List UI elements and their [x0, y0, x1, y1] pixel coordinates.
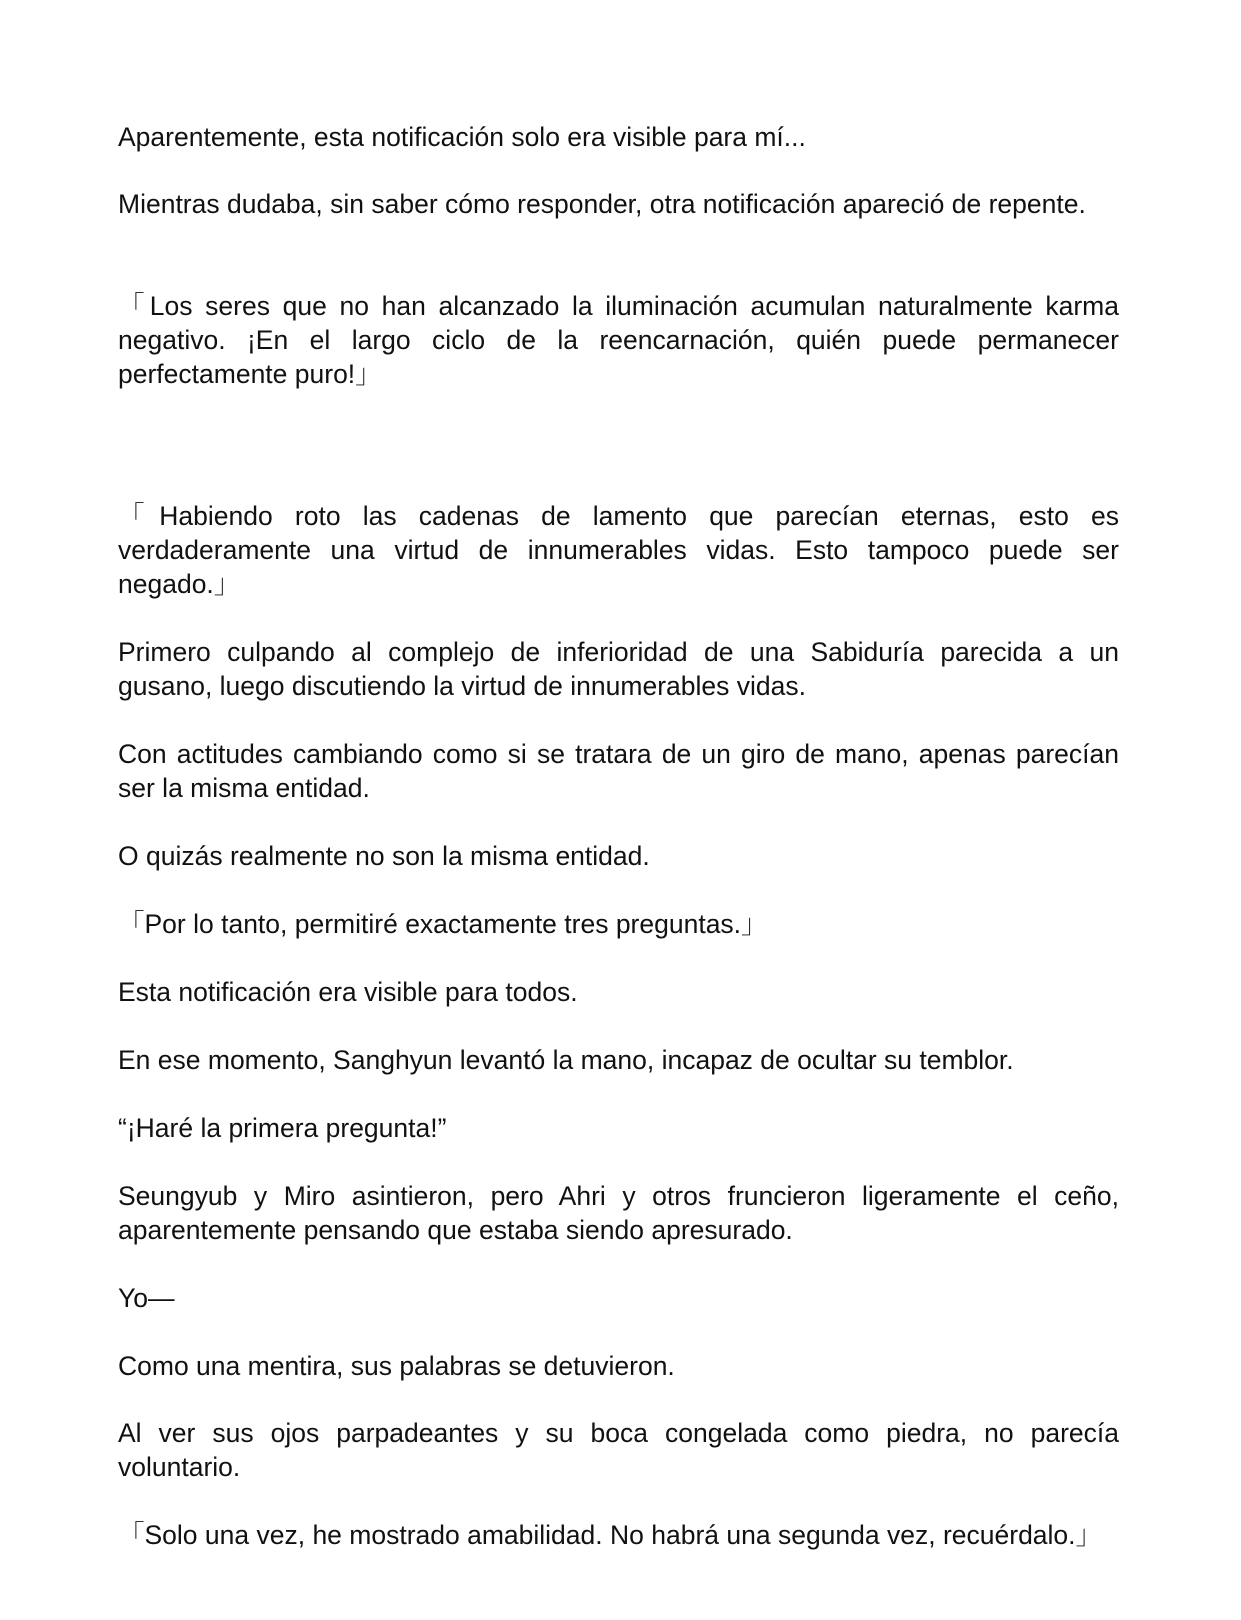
paragraph: Mientras dudaba, sin saber cómo responder, otra notificación apareció de repente. — [118, 189, 1086, 219]
notification-quote: 「Los seres que no han alcanzado la iluminación acumulan naturalmente karma negativo. ¡En el largo ciclo de la reencarnación, quién puede permanecer perfectamente puro!」 — [118, 291, 1119, 389]
paragraph: Al ver sus ojos parpadeantes y su boca congelada como piedra, no parecía voluntario. — [118, 1418, 1119, 1482]
notification-quote: 「Por lo tanto, permitiré exactamente tres preguntas.」 — [118, 909, 768, 939]
notification-quote: 「Habiendo roto las cadenas de lamento que parecían eternas, esto es verdaderamente una virtud de innumerables vidas. Esto tampoco puede ser negado.」 — [118, 501, 1119, 599]
dialogue-line: “¡Haré la primera pregunta!” — [118, 1113, 447, 1143]
paragraph: Primero culpando al complejo de inferioridad de una Sabiduría parecida a un gusano, luego discutiendo la virtud de innumerables vidas. — [118, 637, 1119, 701]
paragraph: Aparentemente, esta notificación solo era visible para mí... — [118, 122, 806, 152]
paragraph: En ese momento, Sanghyun levantó la mano, incapaz de ocultar su temblor. — [118, 1045, 1014, 1075]
paragraph: Con actitudes cambiando como si se tratara de un giro de mano, apenas parecían ser la misma entidad. — [118, 739, 1119, 803]
notification-quote: 「Solo una vez, he mostrado amabilidad. No habrá una segunda vez, recuérdalo.」 — [118, 1520, 1103, 1550]
dialogue-line: Yo— — [118, 1283, 175, 1313]
paragraph: Esta notificación era visible para todos. — [118, 977, 578, 1007]
paragraph: Como una mentira, sus palabras se detuvieron. — [118, 1351, 675, 1381]
paragraph: Seungyub y Miro asintieron, pero Ahri y otros fruncieron ligeramente el ceño, aparentemente pensando que estaba siendo apresurado. — [118, 1181, 1119, 1245]
paragraph: O quizás realmente no son la misma entidad. — [118, 841, 650, 871]
